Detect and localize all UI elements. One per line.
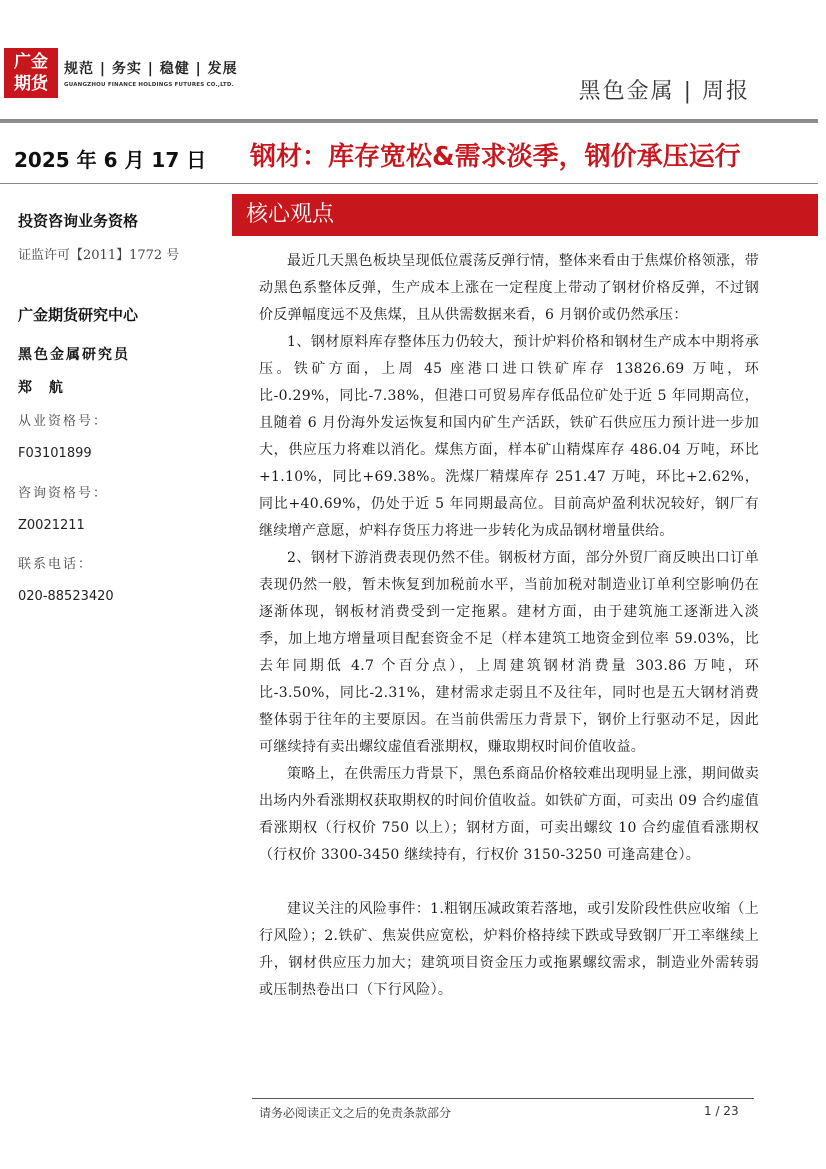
practice-license-label: 从业资格号： [18,414,109,429]
section-heading: 核心观点 [232,194,818,236]
logo-line1: 广金 [14,52,48,72]
qualification-label: 投资咨询业务资格 [18,212,139,230]
disclaimer-note: 请务必阅读正文之后的免责条款部分 [259,1106,452,1120]
footer-divider [252,1098,754,1099]
paragraph-risk-events: 建议关注的风险事件：1.粗钢压减政策若落地，或引发阶段性供应收缩（上行风险）；2.铁矿、焦炭供应宽松，炉料价格持续下跌或导致钢厂开工率继续上升，钢材供应压力加大；建筑项目资金压力或拖累螺纹需求，制造业外需转弱或压制热卷出口（下行风险）。 [259,901,759,998]
header-divider [0,119,818,123]
title-divider [0,183,818,184]
analyst-name: 郑 航 [18,380,69,396]
analyst-role: 黑色金属研究员 [18,347,130,363]
report-type: 黑色金属 | 周报 [578,79,750,104]
paragraph-downstream-demand: 2、钢材下游消费表现仍然不佳。钢板材方面，部分外贸厂商反映出口订单表现仍然一般，暂未恢复到加税前水平，当前加税对制造业订单利空影响仍在逐渐体现，钢板材消费受到一定拖累。建材方面，由于建筑施工逐渐进入淡季，加上地方增量项目配套资金不足（样本建筑工地资金到位率 59.03%，比去年同期低 4.7 个百分点），上周建筑钢材消费量 303.86 万吨，环比-3.50%，同比-2.31%，建材需求走弱且不及往年，同时也是五大钢材消费整体弱于往年的主要原因。在当前供需压力背景下，钢价上行驱动不足，因此可继续持有卖出螺纹虚值看涨期权，赚取期权时间价值收益。 [259,550,759,755]
paragraph-strategy: 策略上，在供需压力背景下，黑色系商品价格较难出现明显上涨，期间做卖出场内外看涨期权获取期权的时间价值收益。如铁矿方面，可卖出 09 合约虚值看涨期权（行权价 750 以上）；钢材方面，可卖出螺纹 10 合约虚值看涨期权（行权价 3300-3450 继续持有，行权价 3150-3250 可逢高建仓）。 [259,766,759,863]
company-english-name: GUANGZHOU FINANCE HOLDINGS FUTURES CO.,LTD. [64,82,234,88]
license-number: 证监许可【2011】1772 号 [18,248,180,263]
consult-license-label: 咨询资格号： [18,486,109,501]
phone-number: 020-88523420 [18,589,114,604]
report-title: 钢材：库存宽松&需求淡季，钢价承压运行 [250,142,741,172]
paragraph-intro: 最近几天黑色板块呈现低位震荡反弹行情，整体来看由于焦煤价格领涨，带动黑色系整体反弹，生产成本上涨在一定程度上带动了钢材价格反弹，不过钢价反弹幅度远不及焦煤，且从供需数据来看，6 月钢价或仍然承压： [259,253,759,323]
page-number: 1 / 23 [704,1104,739,1118]
report-date: 2025 年 6 月 17 日 [14,148,207,172]
phone-label: 联系电话： [18,557,94,572]
paragraph-raw-material-inventory: 1、钢材原料库存整体压力仍较大，预计炉料价格和钢材生产成本中期将承压。铁矿方面，上周 45 座港口进口铁矿库存 13826.69 万吨，环比-0.29%，同比-7.38%，但港口可贸易库存低品位矿处于近 5 年同期高位，且随着 6 月份海外发运恢复和国内矿生产活跃，铁矿石供应压力预计进一步加大，供应压力将难以消化。煤焦方面，样本矿山精煤库存 486.04 万吨，环比+1.10%，同比+69.38%。洗煤厂精煤库存 251.47 万吨，环比+2.62%，同比+40.69%，仍处于近 5 年同期最高位。目前高炉盈利状况较好，钢厂有继续增产意愿，炉料存货压力将进一步转化为成品钢材增量供给。 [259,334,759,539]
practice-license-number: F03101899 [18,446,92,461]
research-center: 广金期货研究中心 [18,306,139,324]
core-view-body [259,248,759,1004]
company-motto: 规范 | 务实 | 稳健 | 发展 [64,61,238,77]
consult-license-number: Z0021211 [18,518,85,533]
company-logo [4,48,58,98]
logo-line2: 期货 [14,74,48,94]
